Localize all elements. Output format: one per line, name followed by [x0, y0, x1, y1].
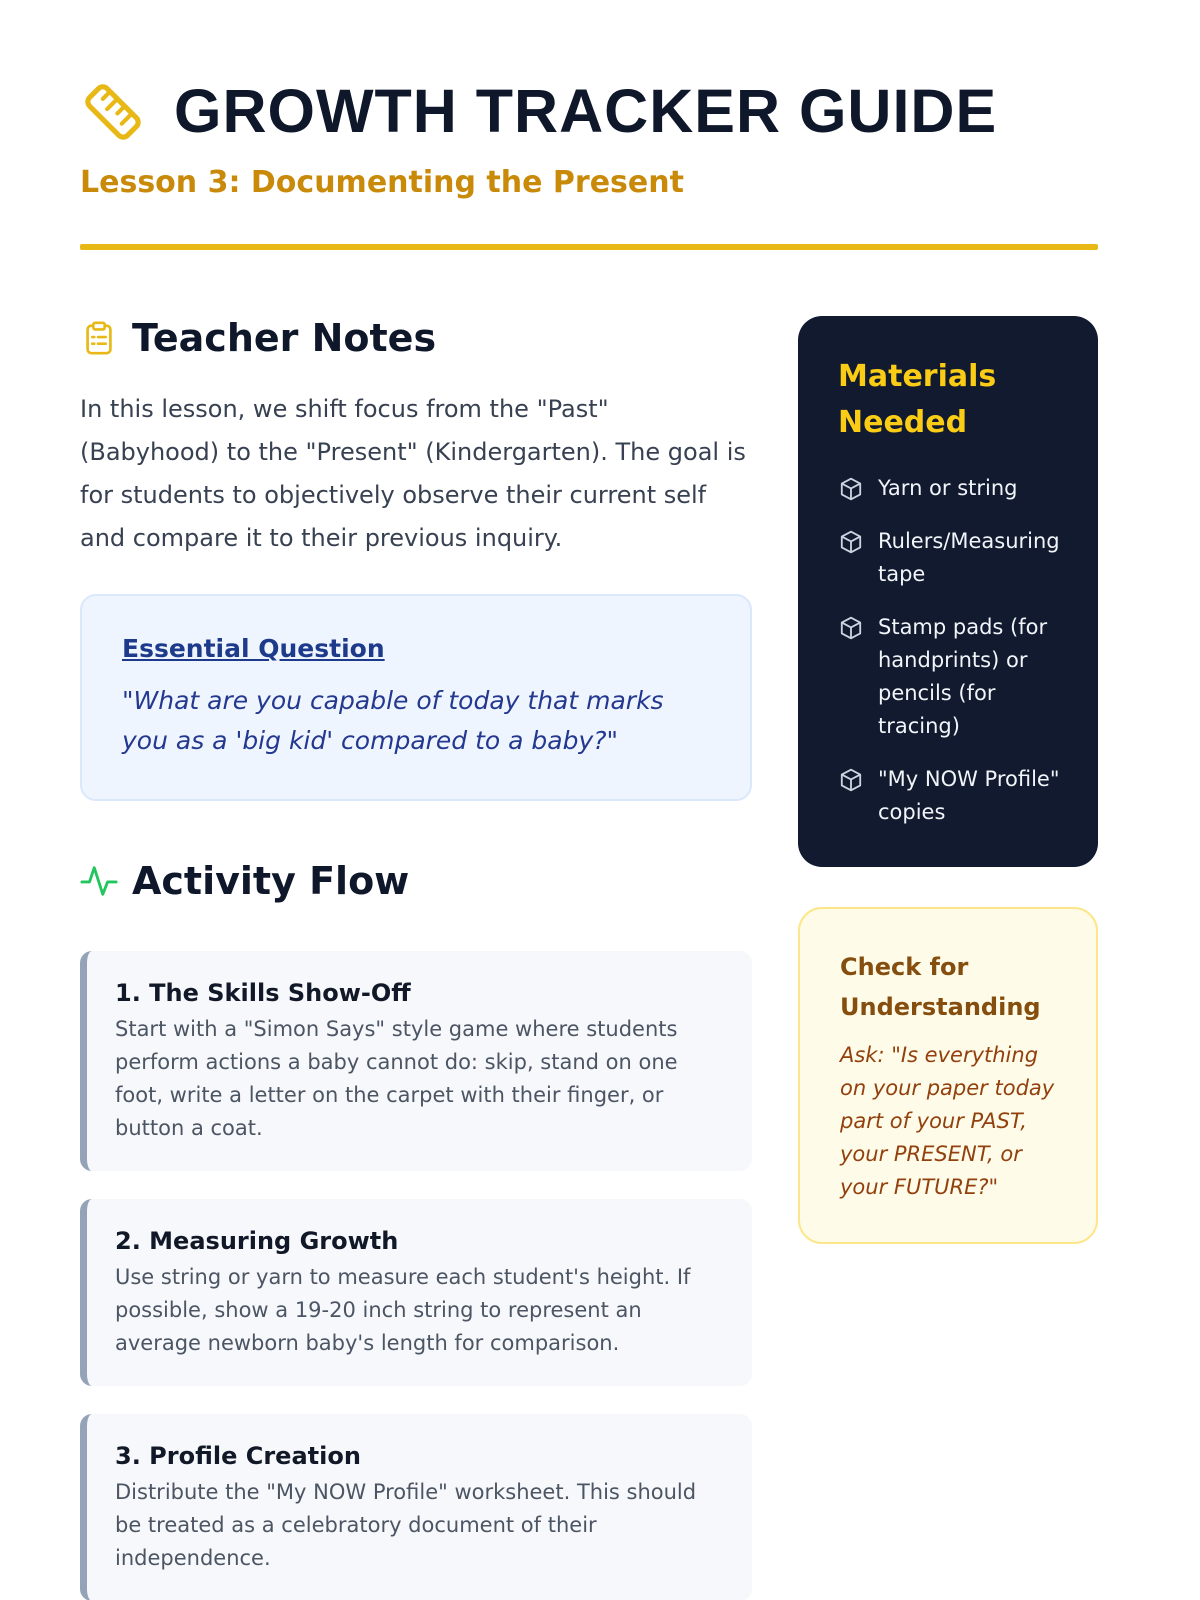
- page-header: [80, 0, 1098, 250]
- material-label: "My NOW Profile" copies: [878, 767, 1060, 825]
- teacher-notes-title: Teacher Notes: [132, 316, 437, 361]
- activity-flow-heading: [80, 859, 752, 903]
- activity-step: [80, 1199, 752, 1386]
- content-columns: [80, 316, 1098, 1600]
- activity-step-title: 3. Profile Creation: [115, 1442, 361, 1471]
- activity-flow-title: Activity Flow: [132, 859, 410, 904]
- activity-flow-section: [80, 859, 752, 1600]
- materials-title: Materials Needed: [838, 359, 997, 441]
- title-row: [80, 78, 1098, 145]
- sidebar: [798, 316, 1098, 1600]
- essential-question-link[interactable]: Essential Question: [122, 634, 385, 664]
- list-item: [838, 472, 1068, 505]
- material-label: Stamp pads (for handprints) or pencils (for tracing): [878, 615, 1048, 739]
- box-icon: [838, 476, 864, 502]
- teacher-notes-heading: [80, 316, 752, 360]
- main-column: [80, 316, 752, 1600]
- list-item: [838, 525, 1068, 591]
- materials-list: [838, 472, 1068, 829]
- box-icon: [838, 615, 864, 641]
- essential-question-text: "What are you capable of today that marks you as a 'big kid' compared to a baby?": [122, 686, 664, 756]
- activity-step-title: 1. The Skills Show-Off: [115, 979, 411, 1008]
- list-item: [838, 611, 1068, 743]
- activity-step-text: Distribute the "My NOW Profile" worksheet. This should be treated as a celebratory document of their independence.: [115, 1480, 697, 1571]
- teacher-notes-text: In this lesson, we shift focus from the "Past" (Babyhood) to the "Present" (Kindergarten). The goal is for students to objectively observe their current self and compare it to their previous inquiry.: [80, 395, 746, 553]
- list-item: [838, 763, 1068, 829]
- activity-icon: [80, 862, 118, 900]
- lesson-subtitle: Lesson 3: Documenting the Present: [80, 165, 684, 201]
- material-label: Rulers/Measuring tape: [878, 529, 1060, 587]
- essential-question-box: [80, 594, 752, 801]
- check-understanding-text: Ask: "Is everything on your paper today part of your PAST, your PRESENT, or your FUTURE?": [840, 1043, 1055, 1200]
- clipboard-icon: [80, 319, 118, 357]
- ruler-icon: [80, 79, 146, 145]
- box-icon: [838, 767, 864, 793]
- header-divider: [80, 244, 1098, 250]
- page-title: GROWTH TRACKER GUIDE: [174, 77, 998, 145]
- materials-card: [798, 316, 1098, 867]
- material-label: Yarn or string: [878, 476, 1018, 501]
- activity-step: [80, 951, 752, 1171]
- activity-step: [80, 1414, 752, 1600]
- activity-step-title: 2. Measuring Growth: [115, 1227, 399, 1256]
- check-understanding-title: Check for Understanding: [840, 953, 1041, 1022]
- box-icon: [838, 529, 864, 555]
- activity-step-text: Start with a "Simon Says" style game where students perform actions a baby cannot do: skip, stand on one foot, write a letter on the carpet with their finger, or button a coat.: [115, 1017, 678, 1141]
- activity-step-text: Use string or yarn to measure each student's height. If possible, show a 19-20 inch string to represent an average newborn baby's length for comparison.: [115, 1265, 691, 1356]
- teacher-notes-section: [80, 316, 752, 560]
- check-understanding-card: [798, 907, 1098, 1244]
